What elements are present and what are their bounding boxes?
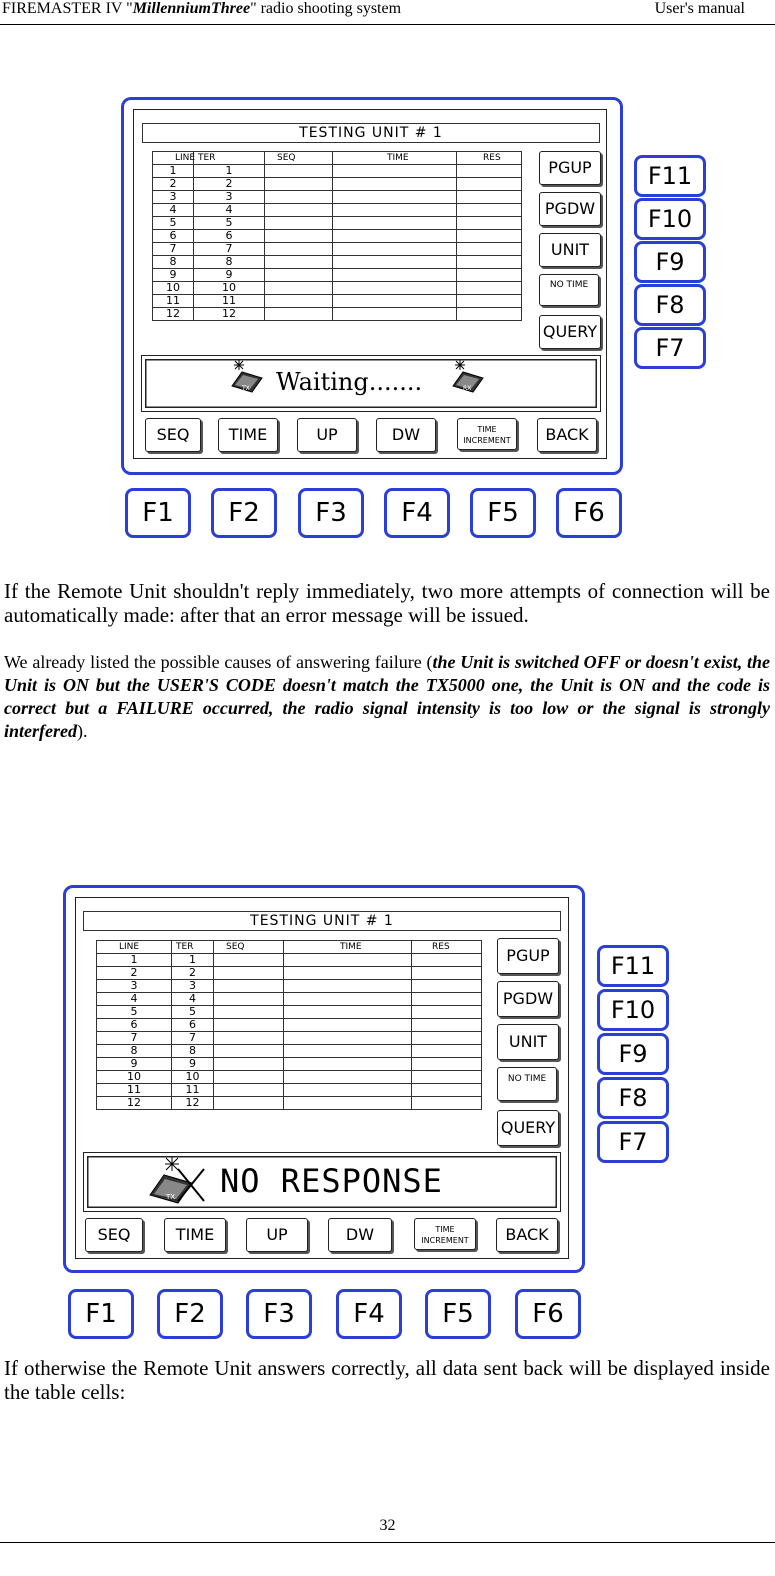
f8-key[interactable]: F8 bbox=[634, 284, 706, 326]
ter-cell: 1 bbox=[194, 165, 265, 178]
tx-label: TX bbox=[242, 385, 250, 392]
f2-key[interactable]: F2 bbox=[211, 488, 277, 538]
time-cell bbox=[284, 1045, 412, 1058]
ter-cell: 12 bbox=[172, 1097, 214, 1110]
table-row bbox=[97, 1045, 482, 1058]
seq-cell bbox=[265, 165, 333, 178]
res-cell bbox=[457, 256, 522, 269]
f1-key[interactable]: F1 bbox=[68, 1289, 134, 1339]
seq-cell bbox=[214, 993, 284, 1006]
col-time: TIME bbox=[333, 152, 457, 165]
time-cell bbox=[333, 191, 457, 204]
seq-button[interactable]: SEQ bbox=[145, 418, 201, 452]
seq-cell bbox=[265, 230, 333, 243]
up-button[interactable]: UP bbox=[246, 1218, 308, 1252]
f10-key[interactable]: F10 bbox=[597, 989, 669, 1031]
table-row bbox=[97, 1058, 482, 1071]
time-cell bbox=[284, 1019, 412, 1032]
seq-cell bbox=[265, 191, 333, 204]
unit-button[interactable]: UNIT bbox=[539, 233, 601, 267]
screen-title: TESTING UNIT # 1 bbox=[83, 911, 561, 931]
seq-cell bbox=[265, 256, 333, 269]
ter-cell: 2 bbox=[172, 967, 214, 980]
pgup-button[interactable]: PGUP bbox=[497, 938, 559, 974]
res-cell bbox=[457, 243, 522, 256]
line-cell: 5 bbox=[97, 1006, 172, 1019]
ter-cell: 3 bbox=[172, 980, 214, 993]
time-cell bbox=[284, 1032, 412, 1045]
res-cell bbox=[412, 967, 482, 980]
time-cell bbox=[284, 1058, 412, 1071]
time-button[interactable]: TIME bbox=[164, 1218, 226, 1252]
time-cell bbox=[284, 967, 412, 980]
results-table bbox=[152, 151, 522, 321]
col-res: RES bbox=[457, 152, 522, 165]
time-cell bbox=[333, 178, 457, 191]
table-row bbox=[153, 178, 522, 191]
f10-key[interactable]: F10 bbox=[634, 198, 706, 240]
table-row bbox=[97, 993, 482, 1006]
table-row bbox=[97, 1032, 482, 1045]
time-cell bbox=[284, 1071, 412, 1084]
table-row bbox=[153, 295, 522, 308]
query-button[interactable]: QUERY bbox=[539, 315, 601, 349]
transmitter-icon bbox=[226, 358, 266, 398]
time-cell bbox=[284, 980, 412, 993]
tx-label: TX bbox=[166, 1193, 176, 1201]
table-row bbox=[153, 230, 522, 243]
receiver-icon bbox=[447, 358, 487, 398]
ter-cell: 12 bbox=[194, 308, 265, 321]
page-footer bbox=[0, 1517, 775, 1576]
ter-cell: 8 bbox=[172, 1045, 214, 1058]
res-cell bbox=[412, 1058, 482, 1071]
table-row bbox=[153, 165, 522, 178]
time-cell bbox=[333, 217, 457, 230]
query-button[interactable]: QUERY bbox=[497, 1110, 559, 1146]
ter-cell: 6 bbox=[172, 1019, 214, 1032]
pgdw-button[interactable]: PGDW bbox=[539, 192, 601, 226]
res-cell bbox=[412, 1084, 482, 1097]
seq-cell bbox=[265, 217, 333, 230]
no-time-button[interactable]: NO TIME bbox=[497, 1067, 557, 1101]
dw-button[interactable]: DW bbox=[328, 1218, 392, 1252]
table-row bbox=[153, 269, 522, 282]
line-cell: 10 bbox=[97, 1071, 172, 1084]
table-row bbox=[97, 1071, 482, 1084]
seq-cell bbox=[265, 269, 333, 282]
f3-key[interactable]: F3 bbox=[298, 488, 364, 538]
unit-button[interactable]: UNIT bbox=[497, 1024, 559, 1060]
seq-cell bbox=[214, 967, 284, 980]
f8-key[interactable]: F8 bbox=[597, 1077, 669, 1119]
f2-key[interactable]: F2 bbox=[157, 1289, 223, 1339]
res-cell bbox=[412, 1032, 482, 1045]
line-cell: 6 bbox=[97, 1019, 172, 1032]
line-cell: 8 bbox=[97, 1045, 172, 1058]
ter-cell: 7 bbox=[194, 243, 265, 256]
time-cell bbox=[284, 1097, 412, 1110]
waiting-message: Waiting....... bbox=[276, 368, 423, 396]
table-row bbox=[153, 256, 522, 269]
res-cell bbox=[412, 1097, 482, 1110]
ter-cell: 10 bbox=[172, 1071, 214, 1084]
line-cell: 4 bbox=[153, 204, 194, 217]
f6-key[interactable]: F6 bbox=[515, 1289, 581, 1339]
dw-button[interactable]: DW bbox=[376, 418, 436, 452]
ter-cell: 10 bbox=[194, 282, 265, 295]
table-row bbox=[153, 308, 522, 321]
table-row bbox=[153, 204, 522, 217]
up-button[interactable]: UP bbox=[297, 418, 357, 452]
screen-title: TESTING UNIT # 1 bbox=[142, 123, 600, 143]
res-cell bbox=[412, 980, 482, 993]
f7-key[interactable]: F7 bbox=[634, 327, 706, 369]
ter-cell: 4 bbox=[172, 993, 214, 1006]
seq-cell bbox=[265, 178, 333, 191]
back-button[interactable]: BACK bbox=[537, 418, 597, 452]
table-row bbox=[153, 282, 522, 295]
pgup-button[interactable]: PGUP bbox=[539, 151, 601, 185]
line-cell: 9 bbox=[153, 269, 194, 282]
time-cell bbox=[284, 1006, 412, 1019]
time-cell bbox=[284, 954, 412, 967]
line-cell: 11 bbox=[153, 295, 194, 308]
time-cell bbox=[333, 256, 457, 269]
ter-cell: 11 bbox=[172, 1084, 214, 1097]
time-button[interactable]: TIME bbox=[218, 418, 278, 452]
line-cell: 5 bbox=[153, 217, 194, 230]
res-cell bbox=[412, 1045, 482, 1058]
table-row bbox=[97, 967, 482, 980]
f1-key[interactable]: F1 bbox=[125, 488, 191, 538]
ter-cell: 3 bbox=[194, 191, 265, 204]
res-cell bbox=[457, 308, 522, 321]
line-cell: 4 bbox=[97, 993, 172, 1006]
seq-cell bbox=[265, 243, 333, 256]
line-cell: 7 bbox=[97, 1032, 172, 1045]
line-cell: 10 bbox=[153, 282, 194, 295]
seq-cell bbox=[214, 1019, 284, 1032]
f4-key[interactable]: F4 bbox=[384, 488, 450, 538]
col-seq: SEQ bbox=[214, 941, 284, 954]
seq-cell bbox=[214, 1084, 284, 1097]
line-cell: 12 bbox=[153, 308, 194, 321]
seq-button[interactable]: SEQ bbox=[85, 1218, 143, 1252]
seq-cell bbox=[214, 1045, 284, 1058]
seq-cell bbox=[214, 1006, 284, 1019]
page-header bbox=[0, 0, 775, 25]
ter-cell: 9 bbox=[172, 1058, 214, 1071]
no-time-button[interactable]: NO TIME bbox=[539, 274, 599, 306]
ter-cell: 11 bbox=[194, 295, 265, 308]
table-row bbox=[97, 954, 482, 967]
f5-key[interactable]: F5 bbox=[470, 488, 536, 538]
table-row bbox=[153, 191, 522, 204]
time-increment-button[interactable]: TIME INCREMENT bbox=[414, 1218, 476, 1250]
f9-key[interactable]: F9 bbox=[597, 1033, 669, 1075]
table-row bbox=[97, 1097, 482, 1110]
line-cell: 8 bbox=[153, 256, 194, 269]
line-cell: 11 bbox=[97, 1084, 172, 1097]
no-response-message: NO RESPONSE bbox=[220, 1162, 443, 1200]
no-signal-icon bbox=[144, 1155, 208, 1209]
paragraph-retry: If the Remote Unit shouldn't reply immediately, two more attempts of connection will be automatically made: after that an error message will be issued. bbox=[4, 579, 770, 627]
col-line: LINE bbox=[153, 152, 194, 165]
time-cell bbox=[333, 269, 457, 282]
time-cell bbox=[333, 282, 457, 295]
col-time: TIME bbox=[284, 941, 412, 954]
back-button[interactable]: BACK bbox=[496, 1218, 558, 1252]
time-cell bbox=[333, 165, 457, 178]
ter-cell: 2 bbox=[194, 178, 265, 191]
res-cell bbox=[412, 1006, 482, 1019]
ter-cell: 9 bbox=[194, 269, 265, 282]
time-cell bbox=[284, 1084, 412, 1097]
col-ter: TER bbox=[172, 941, 214, 954]
header-manual: User's manual bbox=[654, 0, 745, 17]
seq-cell bbox=[214, 980, 284, 993]
pgdw-button[interactable]: PGDW bbox=[497, 981, 559, 1017]
line-cell: 2 bbox=[97, 967, 172, 980]
ter-cell: 7 bbox=[172, 1032, 214, 1045]
f11-key[interactable]: F11 bbox=[634, 155, 706, 197]
f6-key[interactable]: F6 bbox=[556, 488, 622, 538]
f7-key[interactable]: F7 bbox=[597, 1121, 669, 1163]
time-cell bbox=[333, 243, 457, 256]
res-cell bbox=[457, 282, 522, 295]
table-row bbox=[97, 1084, 482, 1097]
results-table bbox=[96, 940, 482, 1110]
col-line: LINE bbox=[97, 941, 172, 954]
time-cell bbox=[333, 295, 457, 308]
res-cell bbox=[457, 191, 522, 204]
header-product: FIREMASTER IV "MillenniumThree" radio shooting system bbox=[2, 0, 402, 17]
col-res: RES bbox=[412, 941, 482, 954]
line-cell: 1 bbox=[97, 954, 172, 967]
paragraph-causes: We already listed the possible causes of answering failure (the Unit is switched OFF or doesn't exist, the Unit is ON but the USER'S CODE doesn't match the TX5000 one, the Unit is ON and the code is correct but a FAILURE occurred, the radio signal intensity is too low or the signal is strongly interfered). bbox=[4, 652, 770, 741]
ter-cell: 5 bbox=[194, 217, 265, 230]
line-cell: 1 bbox=[153, 165, 194, 178]
res-cell bbox=[457, 269, 522, 282]
ter-cell: 5 bbox=[172, 1006, 214, 1019]
seq-cell bbox=[265, 204, 333, 217]
col-seq: SEQ bbox=[265, 152, 333, 165]
seq-cell bbox=[265, 308, 333, 321]
f11-key[interactable]: F11 bbox=[597, 945, 669, 987]
table-row bbox=[153, 243, 522, 256]
f4-key[interactable]: F4 bbox=[336, 1289, 402, 1339]
line-cell: 7 bbox=[153, 243, 194, 256]
col-ter: TER bbox=[194, 152, 265, 165]
res-cell bbox=[412, 1019, 482, 1032]
res-cell bbox=[412, 954, 482, 967]
line-cell: 3 bbox=[153, 191, 194, 204]
table-row bbox=[97, 1019, 482, 1032]
res-cell bbox=[457, 178, 522, 191]
line-cell: 2 bbox=[153, 178, 194, 191]
seq-cell bbox=[265, 295, 333, 308]
table-row bbox=[97, 980, 482, 993]
time-cell bbox=[333, 204, 457, 217]
rx-label: RX bbox=[463, 385, 472, 392]
ter-cell: 4 bbox=[194, 204, 265, 217]
line-cell: 12 bbox=[97, 1097, 172, 1110]
line-cell: 9 bbox=[97, 1058, 172, 1071]
table-row bbox=[97, 1006, 482, 1019]
seq-cell bbox=[214, 1071, 284, 1084]
table-row bbox=[153, 217, 522, 230]
time-cell bbox=[284, 993, 412, 1006]
line-cell: 6 bbox=[153, 230, 194, 243]
time-cell bbox=[333, 230, 457, 243]
seq-cell bbox=[265, 282, 333, 295]
res-cell bbox=[457, 217, 522, 230]
time-increment-button[interactable]: TIME INCREMENT bbox=[457, 418, 517, 450]
res-cell bbox=[457, 295, 522, 308]
res-cell bbox=[457, 204, 522, 217]
line-cell: 3 bbox=[97, 980, 172, 993]
ter-cell: 1 bbox=[172, 954, 214, 967]
time-cell bbox=[333, 308, 457, 321]
ter-cell: 6 bbox=[194, 230, 265, 243]
res-cell bbox=[412, 993, 482, 1006]
seq-cell bbox=[214, 954, 284, 967]
page-number: 32 bbox=[376, 1517, 400, 1534]
seq-cell bbox=[214, 1032, 284, 1045]
res-cell bbox=[457, 230, 522, 243]
f5-key[interactable]: F5 bbox=[425, 1289, 491, 1339]
f9-key[interactable]: F9 bbox=[634, 241, 706, 283]
seq-cell bbox=[214, 1097, 284, 1110]
res-cell bbox=[457, 165, 522, 178]
f3-key[interactable]: F3 bbox=[246, 1289, 312, 1339]
seq-cell bbox=[214, 1058, 284, 1071]
paragraph-correct-answer: If otherwise the Remote Unit answers correctly, all data sent back will be displayed inside the table cells: bbox=[4, 1356, 770, 1404]
ter-cell: 8 bbox=[194, 256, 265, 269]
res-cell bbox=[412, 1071, 482, 1084]
